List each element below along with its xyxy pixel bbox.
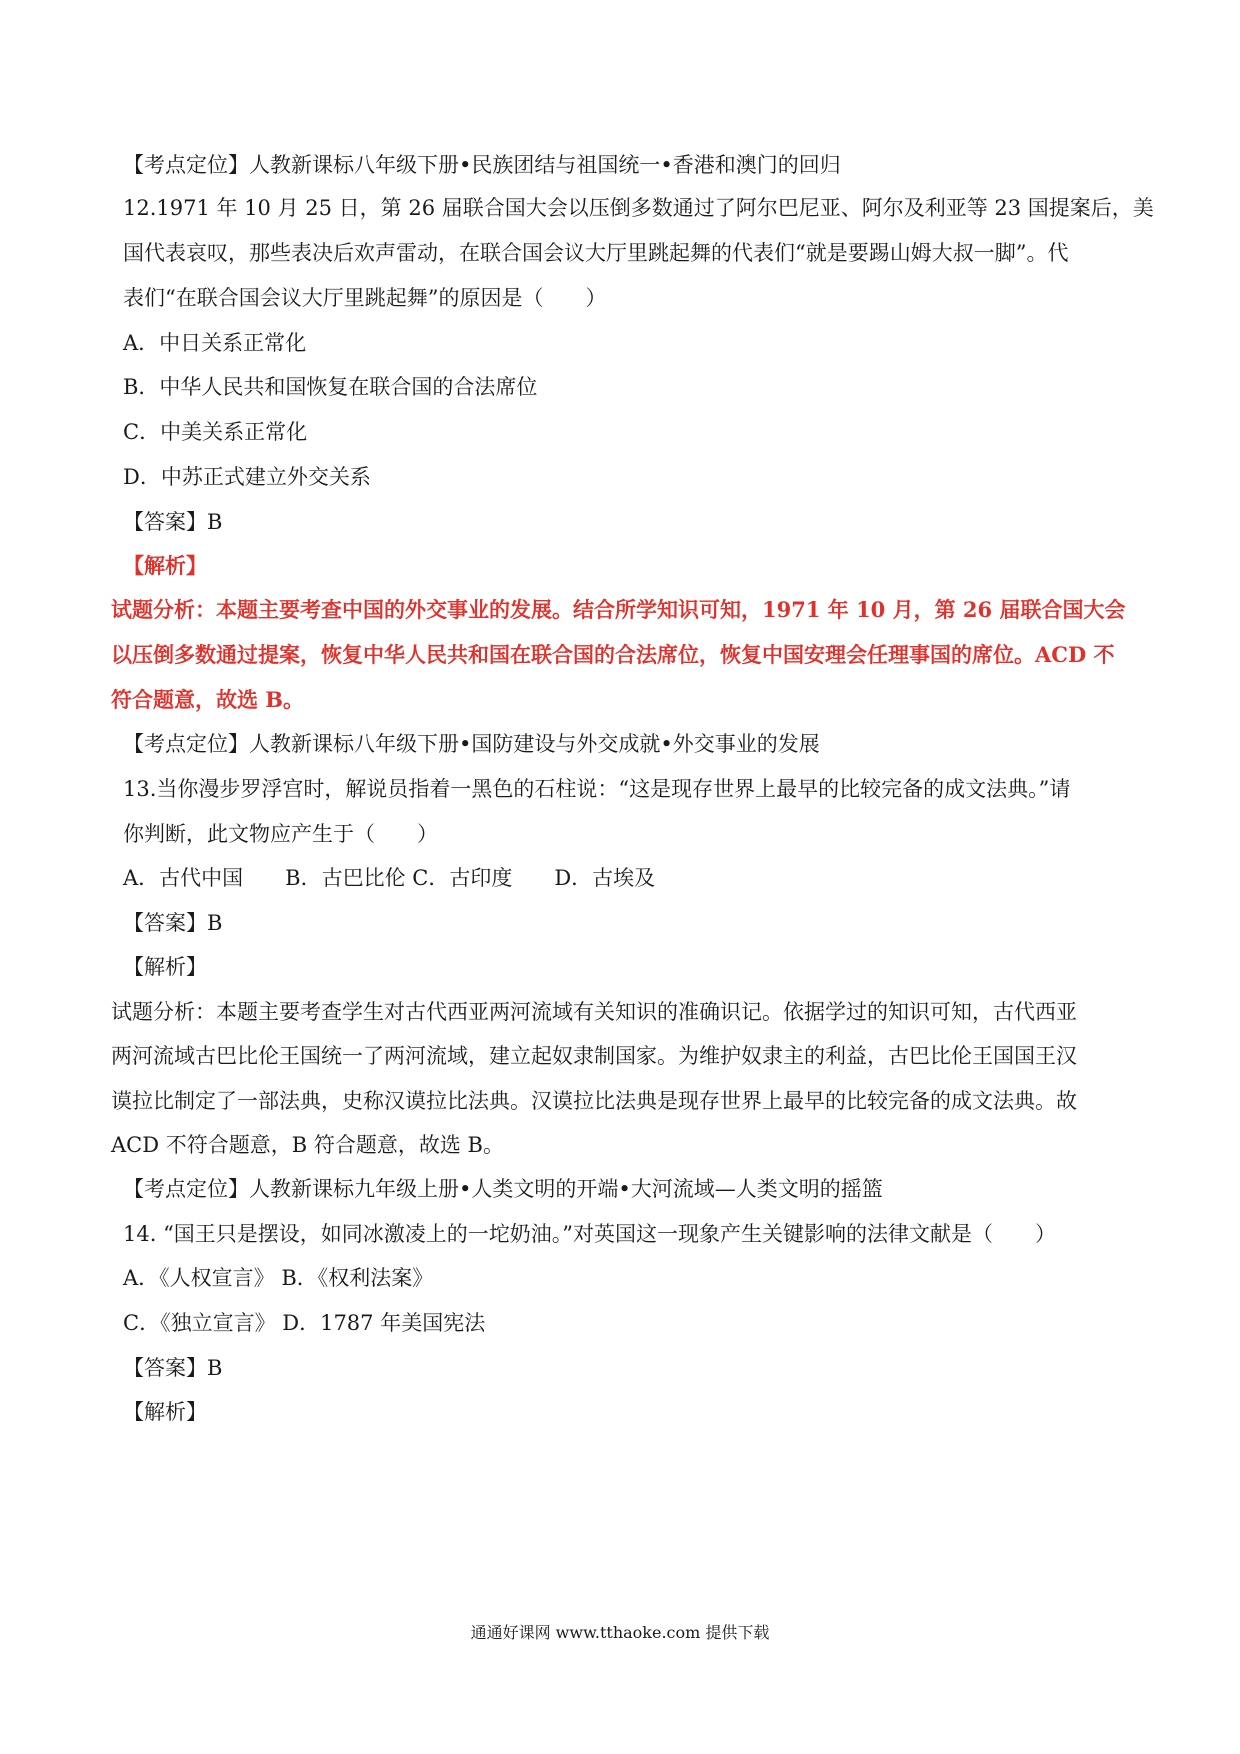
- question-14-jiexi-heading: 【解析】: [123, 1400, 207, 1424]
- question-13-answer: 【答案】B: [123, 911, 223, 935]
- question-13-analysis-line-4: ACD 不符合题意，B 符合题意，故选 B。: [111, 1133, 504, 1157]
- question-12-answer: 【答案】B: [123, 510, 223, 534]
- question-12-line-1: 12.1971 年 10 月 25 日，第 26 届联合国大会以压倒多数通过了阿尔巴尼亚、阿尔及利亚等 23 国提案后，美: [123, 196, 1154, 220]
- question-13-analysis-line-3: 谟拉比制定了一部法典，史称汉谟拉比法典。汉谟拉比法典是现存世界上最早的比较完备的成文法典。故: [111, 1089, 1077, 1113]
- question-12-kaodian: 【考点定位】人教新课标八年级下册•国防建设与外交成就•外交事业的发展: [123, 732, 820, 756]
- page-footer: 通通好课网 www.tthaoke.com 提供下载: [470, 1623, 770, 1642]
- question-12-option-d: D．中苏正式建立外交关系: [123, 465, 371, 489]
- question-12-analysis-line-1: 试题分析：本题主要考查中国的外交事业的发展。结合所学知识可知，1971 年 10 月，第 26 届联合国大会: [111, 597, 1126, 622]
- question-12-analysis-line-2: 以压倒多数通过提案，恢复中华人民共和国在联合国的合法席位，恢复中国安理会任理事国的席位。ACD 不: [111, 642, 1115, 667]
- question-12-option-c: C．中美关系正常化: [123, 420, 308, 444]
- question-12-option-b: B．中华人民共和国恢复在联合国的合法席位: [123, 375, 538, 399]
- kaodian-line-q11: 【考点定位】人教新课标八年级下册•民族团结与祖国统一•香港和澳门的回归: [123, 153, 841, 177]
- question-12-jiexi-heading: 【解析】: [123, 553, 207, 578]
- question-13-jiexi-heading: 【解析】: [123, 955, 207, 979]
- question-13-options: A．古代中国 B．古巴比伦 C．古印度 D．古埃及: [123, 866, 656, 890]
- question-14-options-ab: A．《人权宣言》 B．《权利法案》: [123, 1266, 434, 1290]
- question-13-analysis-line-1: 试题分析：本题主要考查学生对古代西亚两河流域有关知识的准确识记。依据学过的知识可知，古代西亚: [111, 1000, 1077, 1024]
- question-12-analysis-line-3: 符合题意，故选 B。: [111, 687, 305, 712]
- question-14-line-1: 14. “国王只是摆设，如同冰激凌上的一坨奶油。”对英国这一现象产生关键影响的法律文献是（ ）: [123, 1222, 1057, 1246]
- question-12-line-2: 国代表哀叹，那些表决后欢声雷动，在联合国会议大厅里跳起舞的代表们“就是要踢山姆大叔一脚”。代: [123, 241, 1069, 265]
- question-13-line-2: 你判断，此文物应产生于（ ）: [123, 822, 438, 846]
- question-14-options-cd: C．《独立宣言》 D．1787 年美国宪法: [123, 1311, 486, 1335]
- question-13-kaodian: 【考点定位】人教新课标九年级上册•人类文明的开端•大河流域—人类文明的摇篮: [123, 1177, 883, 1201]
- question-13-line-1: 13.当你漫步罗浮宫时，解说员指着一黑色的石柱说：“这是现存世界上最早的比较完备的成文法典。”请: [123, 777, 1071, 801]
- question-12-line-3: 表们“在联合国会议大厅里跳起舞”的原因是（ ）: [123, 286, 607, 310]
- question-13-analysis-line-2: 两河流域古巴比伦王国统一了两河流域，建立起奴隶制国家。为维护奴隶主的利益，古巴比伦王国国王汉: [111, 1044, 1077, 1068]
- question-12-option-a: A．中日关系正常化: [123, 331, 307, 355]
- question-14-answer: 【答案】B: [123, 1356, 223, 1380]
